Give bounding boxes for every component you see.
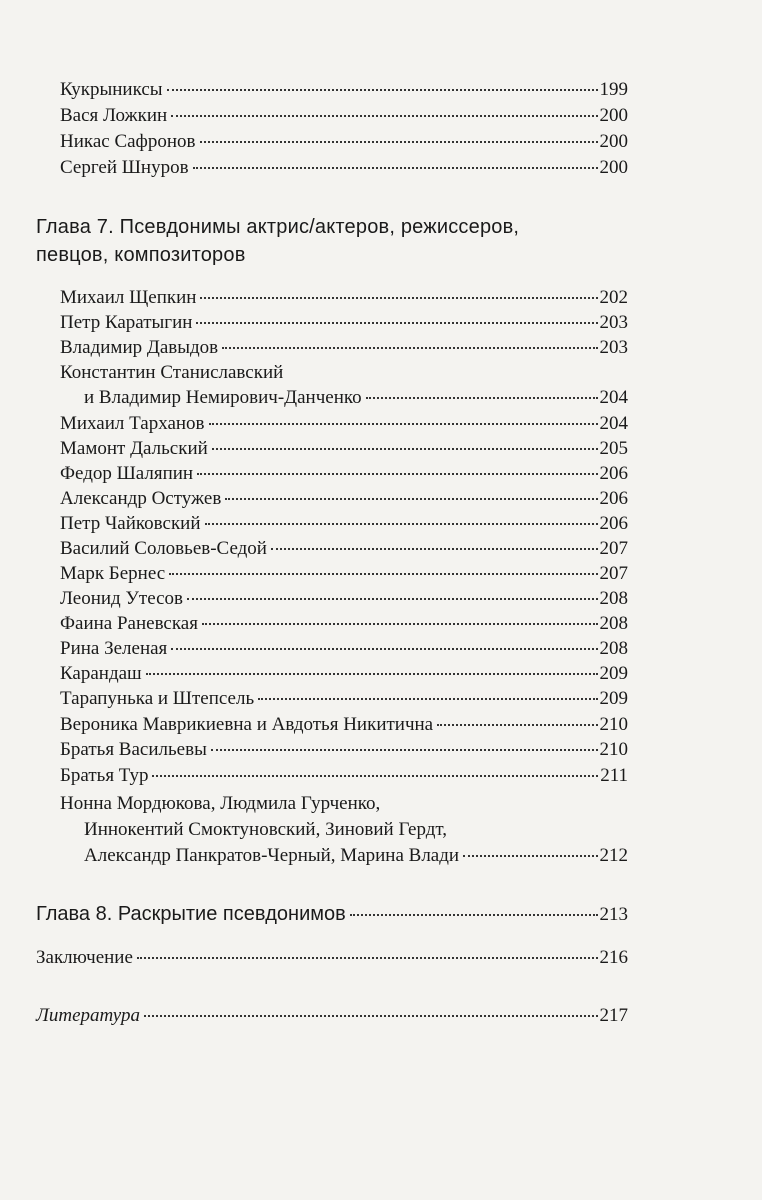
entry-page: 211 [600, 765, 628, 786]
dot-leader [169, 573, 597, 575]
toc-entry [60, 156, 628, 180]
dot-leader [171, 648, 597, 650]
entry-page: 200 [599, 105, 628, 126]
entry-page: 213 [599, 904, 628, 925]
entry-page: 208 [599, 588, 628, 609]
toc-entry [60, 612, 628, 636]
toc-entry [60, 78, 628, 102]
dot-leader [366, 397, 598, 399]
dot-leader [167, 89, 598, 91]
toc-entry [60, 130, 628, 154]
entry-title: Сергей Шнуров [60, 157, 189, 178]
toc-entry [60, 738, 628, 762]
toc-entry [36, 946, 628, 970]
entry-page: 203 [599, 337, 628, 358]
toc-entry [60, 311, 628, 335]
chapter-title: Глава 8. Раскрытие псевдонимов [36, 903, 346, 925]
entry-page: 202 [599, 287, 628, 308]
toc-entry [60, 512, 628, 536]
entry-title: Фаина Раневская [60, 613, 198, 634]
dot-leader [225, 498, 597, 500]
toc-entry [60, 562, 628, 586]
entry-title-line2: Иннокентий Смоктуновский, Зиновий Гердт, [84, 819, 447, 840]
dot-leader [202, 623, 598, 625]
dot-leader [144, 1015, 598, 1017]
toc-entry [60, 487, 628, 511]
dot-leader [258, 698, 597, 700]
toc-entry [84, 844, 628, 868]
entry-page: 212 [599, 845, 628, 866]
entry-title: Марк Бернес [60, 563, 166, 584]
toc-entry [36, 1004, 628, 1028]
chapter-heading-line2: певцов, композиторов [36, 244, 246, 266]
entry-title: Тарапунька и Штепсель [60, 688, 255, 709]
dot-leader [463, 855, 597, 857]
entry-title-line1: Нонна Мордюкова, Людмила Гурченко, [60, 793, 381, 814]
entry-page: 200 [599, 131, 628, 152]
entry-page: 199 [599, 79, 628, 100]
entry-title: Михаил Щепкин [60, 287, 197, 308]
entry-page: 206 [599, 488, 628, 509]
chapter-heading-line1: Глава 7. Псевдонимы актрис/актеров, режиссеров, [36, 216, 520, 238]
entry-page: 205 [599, 438, 628, 459]
toc-entry [60, 587, 628, 611]
dot-leader [152, 775, 598, 777]
toc-entry [60, 637, 628, 661]
entry-title: Петр Каратыгин [60, 312, 193, 333]
toc-entry [60, 286, 628, 310]
entry-title: Леонид Утесов [60, 588, 184, 609]
dot-leader [209, 423, 598, 425]
entry-page: 209 [599, 688, 628, 709]
entry-title: Василий Соловьев-Седой [60, 538, 267, 559]
chapter-entry [36, 902, 628, 927]
entry-page: 204 [599, 413, 628, 434]
dot-leader [212, 448, 598, 450]
toc-entry [60, 537, 628, 561]
toc-entry [60, 662, 628, 686]
entry-title: Вася Ложкин [60, 105, 168, 126]
dot-leader [222, 347, 597, 349]
toc-entry [60, 412, 628, 436]
entry-title: Александр Панкратов-Черный, Марина Влади [84, 845, 460, 866]
entry-title: Литература [36, 1005, 140, 1026]
dot-leader [197, 473, 597, 475]
entry-title: Петр Чайковский [60, 513, 201, 534]
dot-leader [205, 523, 598, 525]
dot-leader [350, 914, 598, 916]
entry-title-line1: Константин Станиславский [60, 362, 284, 383]
entry-title: Владимир Давыдов [60, 337, 219, 358]
entry-page: 208 [599, 613, 628, 634]
entry-page: 207 [599, 563, 628, 584]
entry-title: Вероника Маврикиевна и Авдотья Никитична [60, 714, 434, 735]
entry-page: 210 [599, 714, 628, 735]
dot-leader [200, 297, 597, 299]
dot-leader [187, 598, 597, 600]
entry-title: Александр Остужев [60, 488, 222, 509]
entry-page: 204 [599, 387, 628, 408]
toc-entry [60, 437, 628, 461]
entry-title: Михаил Тарханов [60, 413, 205, 434]
entry-page: 216 [599, 947, 628, 968]
entry-title: Карандаш [60, 663, 142, 684]
entry-page: 203 [599, 312, 628, 333]
toc-entry [84, 386, 628, 410]
entry-page: 200 [599, 157, 628, 178]
dot-leader [211, 749, 598, 751]
toc-entry [60, 104, 628, 128]
entry-title: Кукрыниксы [60, 79, 163, 100]
entry-title: Заключение [36, 947, 133, 968]
entry-page: 217 [599, 1005, 628, 1026]
dot-leader [146, 673, 598, 675]
dot-leader [193, 167, 598, 169]
dot-leader [271, 548, 598, 550]
entry-page: 206 [599, 463, 628, 484]
entry-title: и Владимир Немирович-Данченко [84, 387, 362, 408]
entry-page: 209 [599, 663, 628, 684]
toc-entry [60, 336, 628, 360]
entry-page: 206 [599, 513, 628, 534]
dot-leader [171, 115, 597, 117]
entry-title: Никас Сафронов [60, 131, 196, 152]
dot-leader [200, 141, 598, 143]
toc-entry [60, 687, 628, 711]
entry-page: 208 [599, 638, 628, 659]
dot-leader [137, 957, 598, 959]
entry-title: Братья Тур [60, 765, 149, 786]
dot-leader [437, 724, 597, 726]
entry-title: Мамонт Дальский [60, 438, 208, 459]
toc-entry [60, 462, 628, 486]
entry-title: Братья Васильевы [60, 739, 207, 760]
entry-page: 210 [599, 739, 628, 760]
entry-title: Федор Шаляпин [60, 463, 194, 484]
toc-entry [60, 713, 628, 737]
entry-title: Рина Зеленая [60, 638, 168, 659]
dot-leader [196, 322, 597, 324]
entry-page: 207 [599, 538, 628, 559]
toc-entry [60, 764, 628, 788]
